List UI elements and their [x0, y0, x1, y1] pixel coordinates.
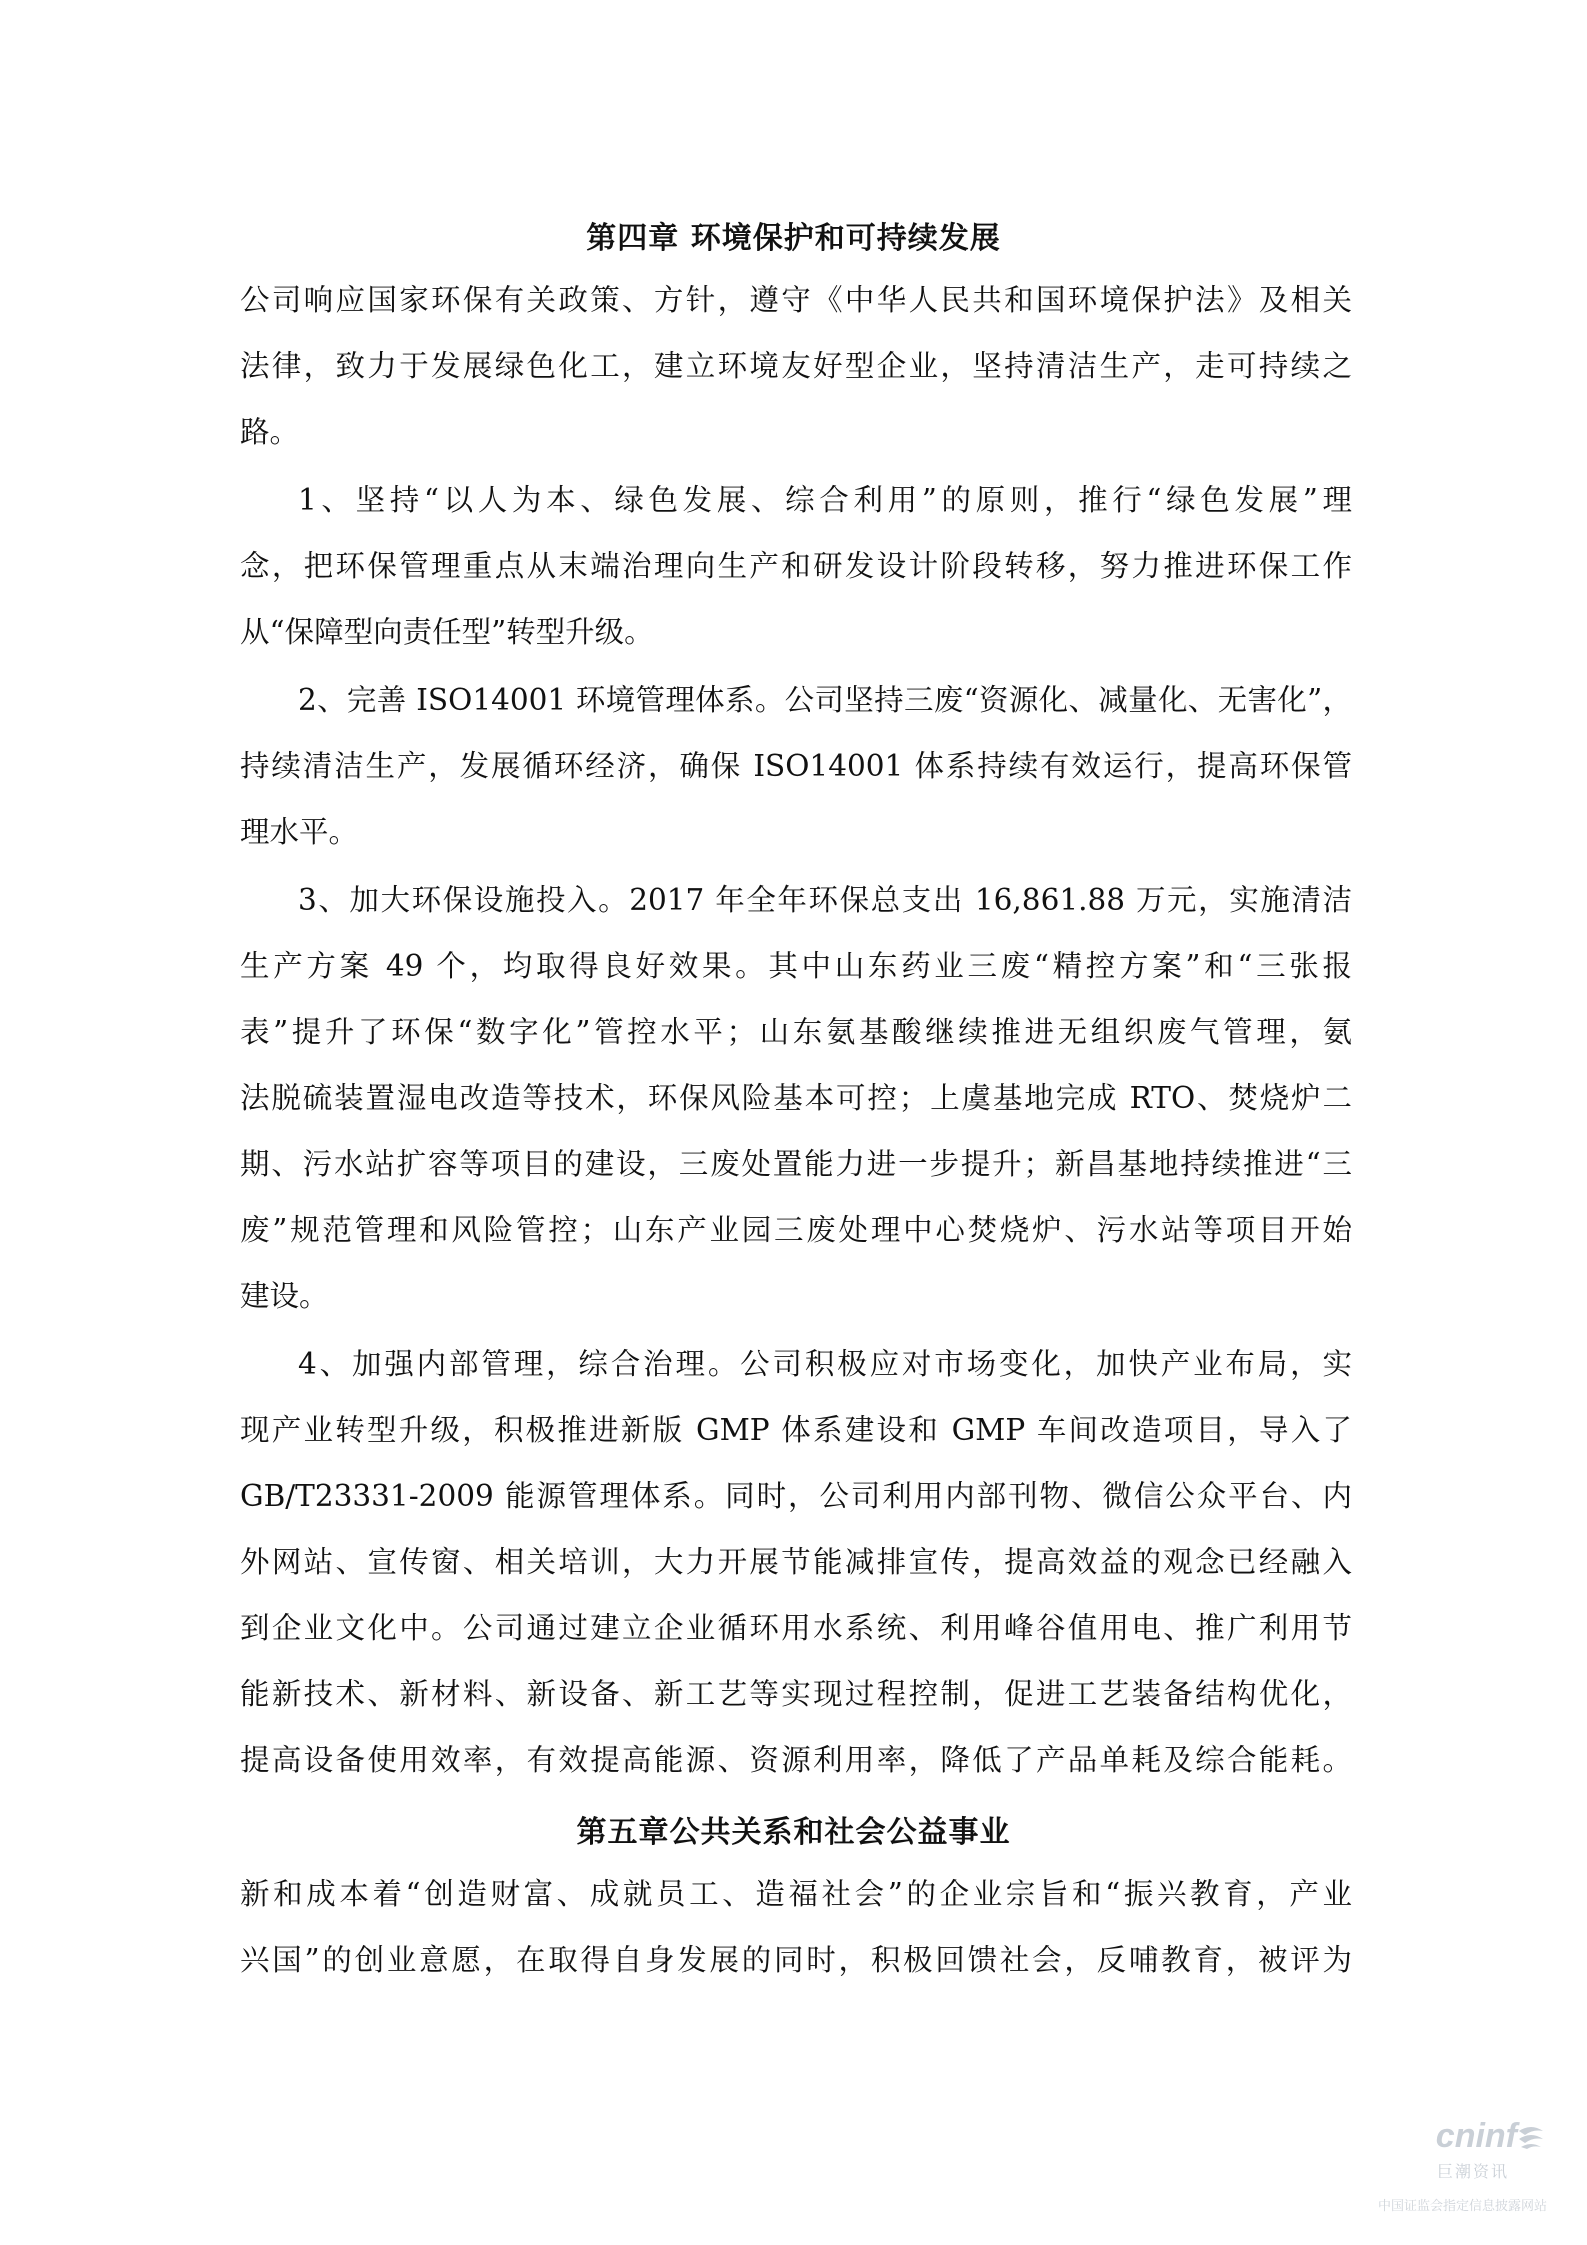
item-2-line-2: 持续清洁生产，发展循环经济，确保 ISO14001 体系持续有效运行，提高环保管	[240, 749, 1352, 783]
item-3-line-4: 法脱硫装置湿电改造等技术，环保风险基本可控；上虞基地完成 RTO、焚烧炉二	[240, 1081, 1352, 1115]
ch5-intro-line-1: 新和成本着“创造财富、成就员工、造福社会”的企业宗旨和“振兴教育，产业	[240, 1877, 1352, 1911]
ch4-intro-line-2: 法律，致力于发展绿色化工，建立环境友好型企业，坚持清洁生产，走可持续之	[240, 349, 1352, 383]
watermark-site: 中国证监会指定信息披露网站	[1377, 2199, 1547, 2214]
item-3-line-5: 期、污水站扩容等项目的建设，三废处置能力进一步提升；新昌基地持续推进“三	[240, 1147, 1352, 1181]
watermark-subtitle: 巨潮资讯	[1436, 2162, 1509, 2181]
item-4-line-5: 到企业文化中。公司通过建立企业循环用水系统、利用峰谷值用电、推广利用节	[240, 1611, 1352, 1645]
watermark-logo-text: cninf	[1435, 2117, 1517, 2155]
item-1-line-1: 1、坚持“以人为本、绿色发展、综合利用”的原则，推行“绿色发展”理	[298, 483, 1352, 517]
item-4-line-3: GB/T23331-2009 能源管理体系。同时，公司利用内部刊物、微信公众平台、内	[240, 1479, 1352, 1513]
item-3-line-1: 3、加大环保设施投入。2017 年全年环保总支出 16,861.88 万元，实施清洁	[298, 883, 1352, 917]
cninfo-swirl-icon	[1515, 2121, 1547, 2153]
ch5-intro-line-2: 兴国”的创业意愿，在取得自身发展的同时，积极回馈社会，反哺教育，被评为	[240, 1943, 1352, 1977]
ch4-intro-line-3: 路。	[240, 415, 300, 449]
item-4-line-1: 4、加强内部管理，综合治理。公司积极应对市场变化，加快产业布局，实	[298, 1347, 1352, 1381]
item-3-line-2: 生产方案 49 个，均取得良好效果。其中山东药业三废“精控方案”和“三张报	[240, 949, 1352, 983]
item-1-line-3: 从“保障型向责任型”转型升级。	[240, 615, 654, 649]
item-4-line-4: 外网站、宣传窗、相关培训，大力开展节能减排宣传，提高效益的观念已经融入	[240, 1545, 1352, 1579]
chapter-5-title: 第五章公共关系和社会公益事业	[576, 1815, 1011, 1850]
cninfo-watermark	[1347, 2117, 1547, 2237]
ch4-intro-line-1: 公司响应国家环保有关政策、方针，遵守《中华人民共和国环境保护法》及相关	[240, 283, 1352, 317]
item-3-line-7: 建设。	[240, 1279, 329, 1313]
item-2-line-1: 2、完善 ISO14001 环境管理体系。公司坚持三废“资源化、减量化、无害化”，	[298, 683, 1352, 717]
item-4-line-6: 能新技术、新材料、新设备、新工艺等实现过程控制，促进工艺装备结构优化，	[240, 1677, 1352, 1711]
item-1-line-2: 念，把环保管理重点从末端治理向生产和研发设计阶段转移，努力推进环保工作	[240, 549, 1352, 583]
item-3-line-6: 废”规范管理和风险管控；山东产业园三废处理中心焚烧炉、污水站等项目开始	[240, 1213, 1352, 1247]
item-2-line-3: 理水平。	[240, 815, 359, 849]
item-3-line-3: 表”提升了环保“数字化”管控水平；山东氨基酸继续推进无组织废气管理，氨	[240, 1015, 1352, 1049]
chapter-4-title: 第四章 环境保护和可持续发展	[586, 221, 1001, 256]
item-4-line-7: 提高设备使用效率，有效提高能源、资源利用率，降低了产品单耗及综合能耗。	[240, 1743, 1352, 1777]
item-4-line-2: 现产业转型升级，积极推进新版 GMP 体系建设和 GMP 车间改造项目，导入了	[240, 1413, 1352, 1447]
